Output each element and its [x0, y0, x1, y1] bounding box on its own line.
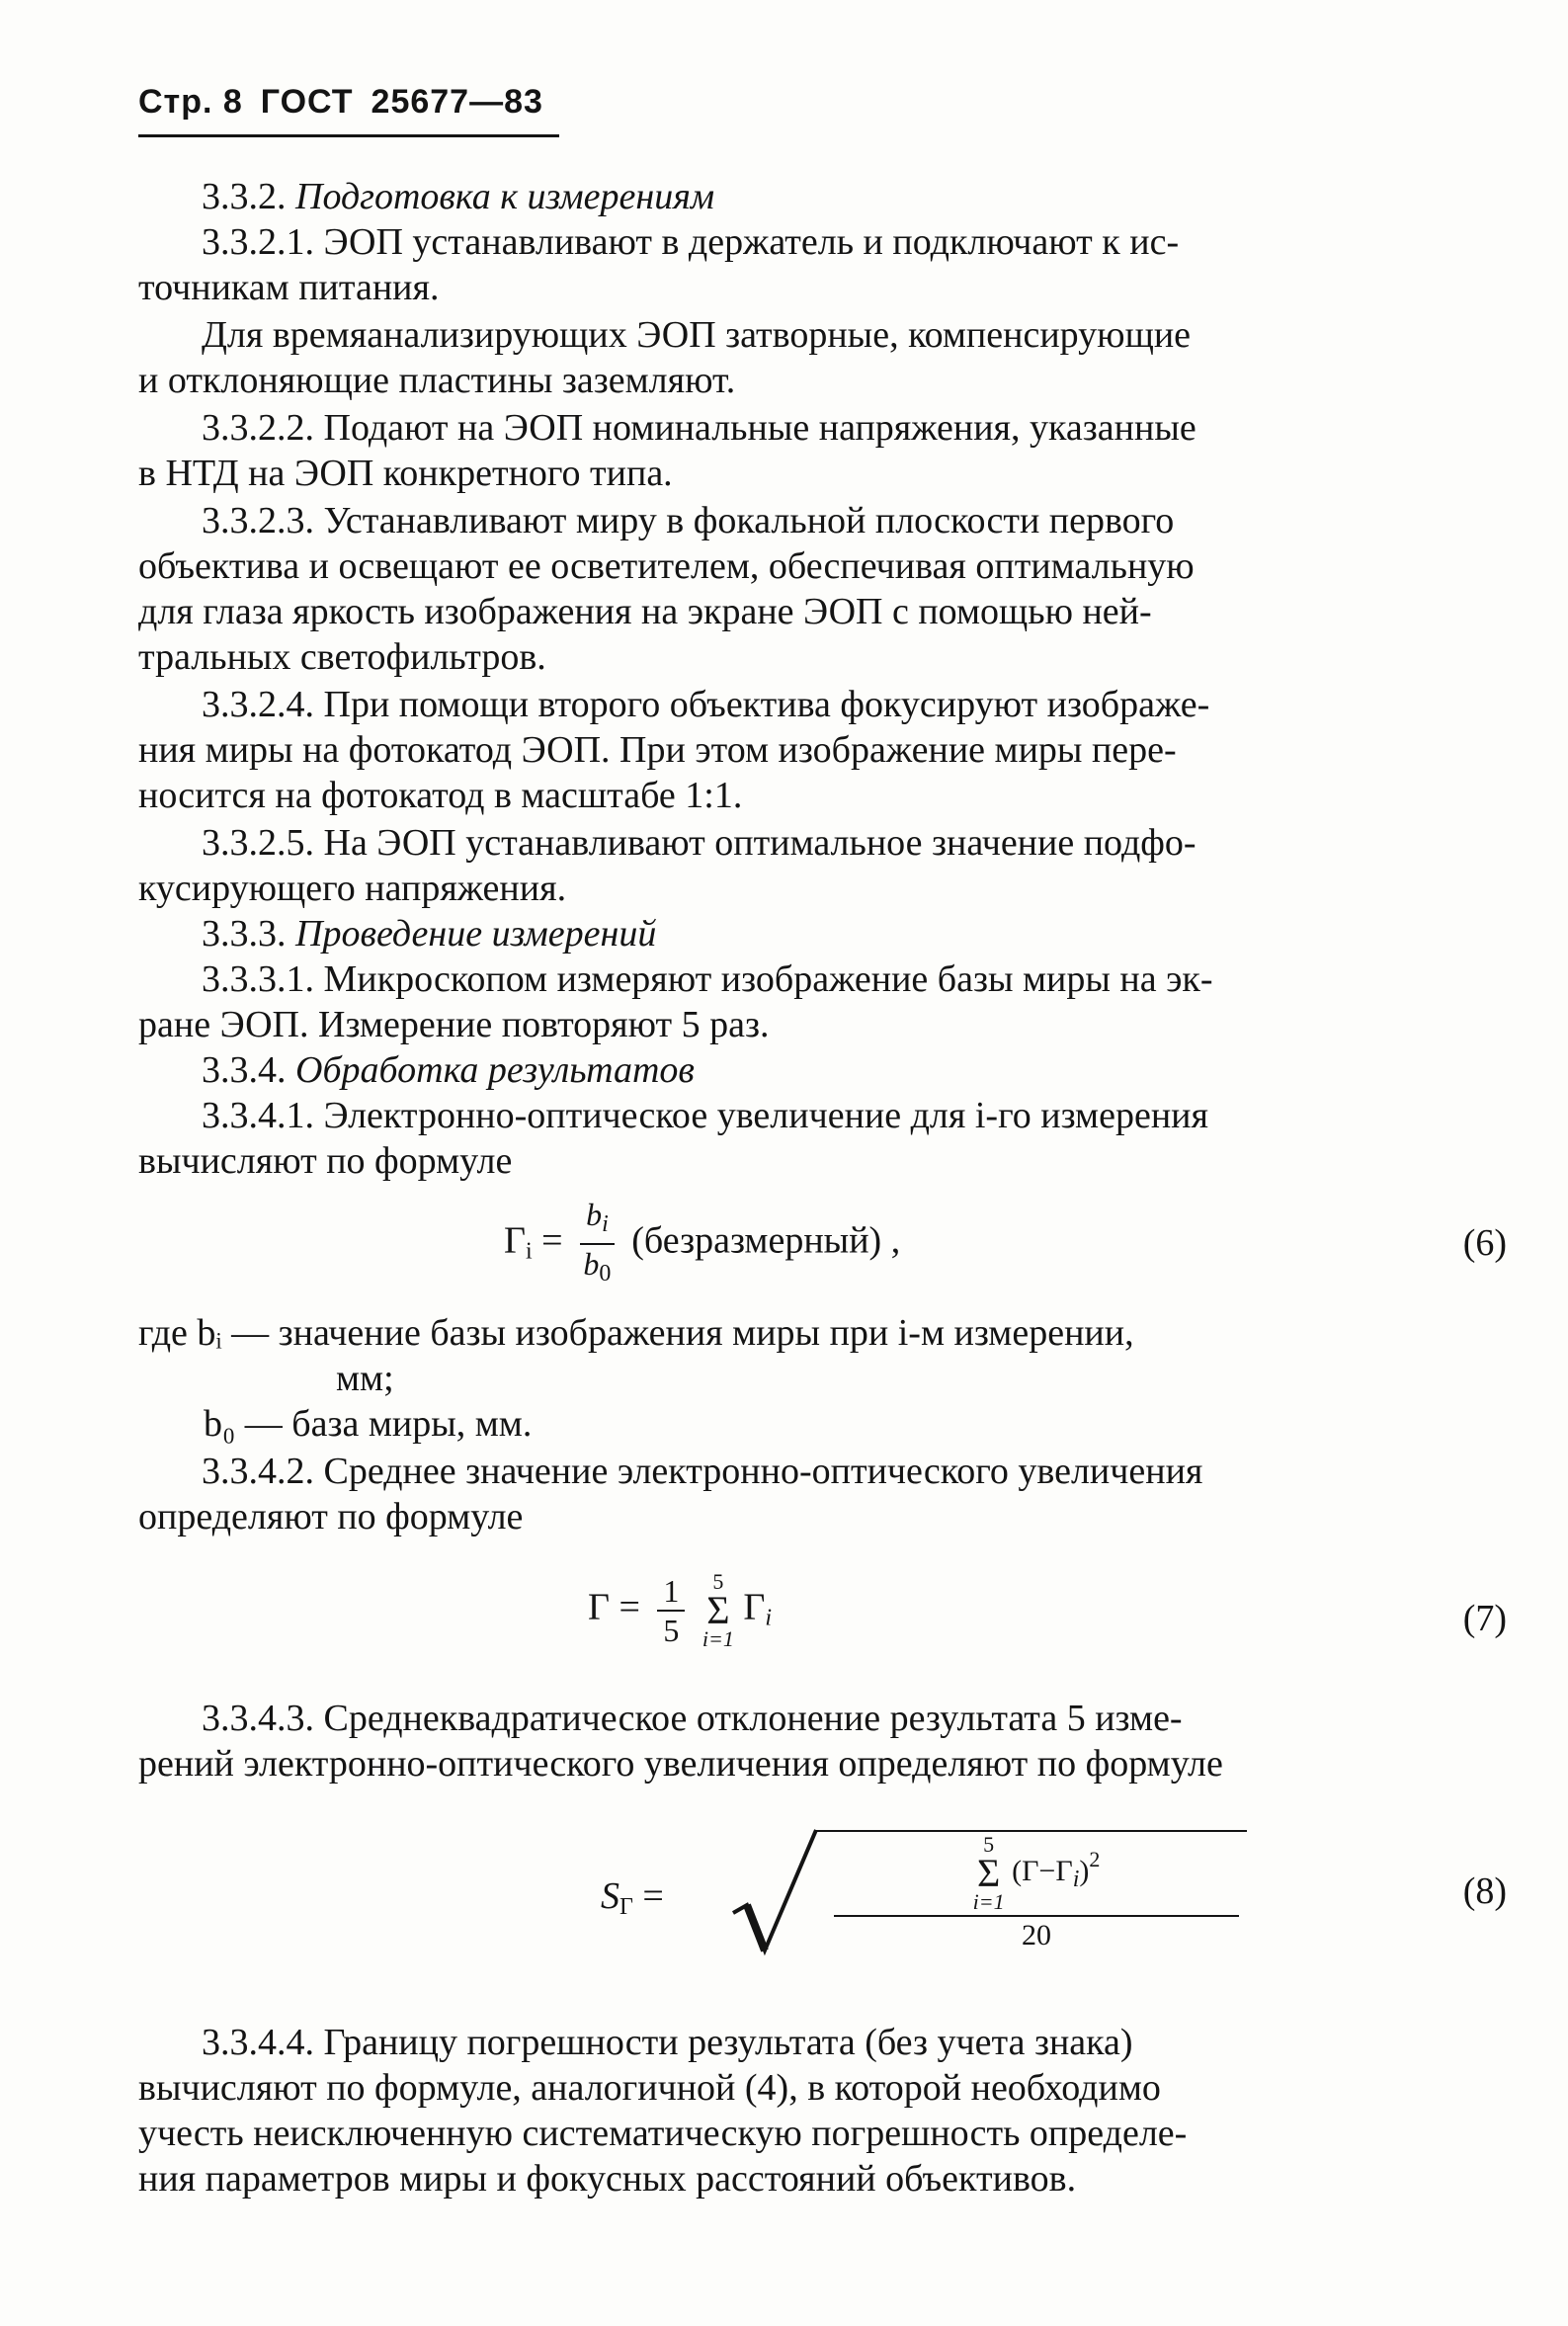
- where-clause-b-i: где bᵢ — значение базы изображения миры при i-м измерении,: [138, 1312, 1134, 1354]
- formula-8-denominator: 20: [1022, 1919, 1051, 1952]
- page-number: Стр. 8: [138, 83, 243, 121]
- paragraph-3-3-4-4-cont-1: вычисляют по формуле, аналогичной (4), в которой необходимо: [138, 2067, 1161, 2109]
- square-root-sign: [729, 1818, 828, 1956]
- paragraph-3-3-2-1-cont: точникам питания.: [138, 267, 440, 308]
- formula-7-fraction: $\frac{1}{5}$: [657, 1574, 685, 1647]
- paragraph-3-3-4-2-cont: определяют по формуле: [138, 1496, 524, 1537]
- paragraph-3-3-4-4-cont-2: учесть неисключенную систематическую погрешность определе-: [138, 2113, 1188, 2154]
- paragraph-3-3-2-5: 3.3.2.5. На ЭОП устанавливают оптимальное значение подфо-: [202, 822, 1197, 864]
- paragraph-3-3-2-3-cont-2: для глаза яркость изображения на экране ЭОП с помощью ней-: [138, 591, 1152, 632]
- formula-7-number: (7): [1462, 1598, 1507, 1639]
- where-clause-b-0: b₀ — база миры, мм.: [204, 1403, 533, 1445]
- paragraph-3-3-2-3-cont-1: объектива и освещают ее осветителем, обеспечивая оптимальную: [138, 545, 1195, 587]
- formula-8-sum: 5 Σ i=1: [972, 1832, 1005, 1914]
- formula-8-lhs: $S_\Gamma$ =: [601, 1875, 664, 1920]
- formula-6: $\Gamma_i$ = $\frac{b_i}{b_0}$ (безразмерный) ,: [504, 1198, 900, 1290]
- paragraph-3-3-2-4: 3.3.2.4. При помощи второго объектива фокусируют изображе-: [202, 684, 1210, 725]
- radical-bar: [814, 1830, 1247, 1832]
- formula-7-sum: 5 Σ i=1: [701, 1569, 734, 1651]
- formula-6-fraction: $\frac{b_i}{b_0}$: [580, 1198, 615, 1290]
- section-heading-3-3-3: 3.3.3. Проведение измерений: [202, 913, 657, 955]
- paragraph-3-3-2-3-cont-3: тральных светофильтров.: [138, 636, 546, 678]
- section-heading-3-3-4: 3.3.4. Обработка результатов: [202, 1049, 695, 1091]
- formula-6-eq: =: [541, 1219, 563, 1262]
- section-heading-3-3-2: 3.3.2. Подготовка к измерениям: [202, 176, 715, 217]
- standard-number: 25677—83: [371, 83, 543, 121]
- where-clause-unit: мм;: [336, 1358, 394, 1399]
- paragraph-3-3-4-1-cont: вычисляют по формуле: [138, 1140, 513, 1182]
- formula-8-number: (8): [1462, 1870, 1507, 1912]
- paragraph-time-analyzing-cont: и отклоняющие пластины заземляют.: [138, 360, 736, 401]
- formula-7: Γ = $\frac{1}{5}$ 5 Σ i=1 $\Gamma_i$: [588, 1569, 773, 1651]
- paragraph-3-3-2-4-cont-2: носится на фотокатод в масштабе 1:1.: [138, 775, 743, 816]
- paragraph-3-3-2-2-cont: в НТД на ЭОП конкретного типа.: [138, 453, 673, 494]
- formula-6-note: (безразмерный) ,: [631, 1219, 901, 1262]
- header-rule: [138, 134, 559, 137]
- paragraph-3-3-4-2: 3.3.4.2. Среднее значение электронно-оптического увеличения: [202, 1451, 1203, 1492]
- paragraph-3-3-2-4-cont-1: ния миры на фотокатод ЭОП. При этом изображение миры пере-: [138, 729, 1177, 771]
- paragraph-3-3-2-1: 3.3.2.1. ЭОП устанавливают в держатель и подключают к ис-: [202, 221, 1180, 263]
- formula-7-lhs: Γ: [588, 1586, 610, 1628]
- paragraph-3-3-4-4: 3.3.4.4. Границу погрешности результата (без учета знака): [202, 2022, 1133, 2063]
- paragraph-3-3-4-4-cont-3: ния параметров миры и фокусных расстояний объективов.: [138, 2158, 1077, 2200]
- paragraph-3-3-4-1: 3.3.4.1. Электронно-оптическое увеличение для i-го измерения: [202, 1095, 1208, 1136]
- page-header: [138, 83, 543, 122]
- paragraph-3-3-2-5-cont: кусирующего напряжения.: [138, 868, 567, 909]
- paragraph-3-3-4-3: 3.3.4.3. Среднеквадратическое отклонение результата 5 изме-: [202, 1698, 1183, 1739]
- paragraph-3-3-3-1-cont: ране ЭОП. Измерение повторяют 5 раз.: [138, 1004, 770, 1045]
- formula-6-number: (6): [1462, 1222, 1507, 1264]
- paragraph-3-3-4-3-cont: рений электронно-оптического увеличения определяют по формуле: [138, 1743, 1223, 1785]
- formula-8-fraction: 5 Σ i=1 $(\Gamma-\Gamma_i)^2$ 20: [834, 1834, 1239, 1954]
- standard-label: ГОСТ: [260, 83, 354, 121]
- paragraph-3-3-3-1: 3.3.3.1. Микроскопом измеряют изображение базы миры на эк-: [202, 958, 1213, 1000]
- formula-7-eq: =: [619, 1586, 640, 1628]
- paragraph-time-analyzing: Для времяанализирующих ЭОП затворные, компенсирующие: [202, 314, 1192, 356]
- paragraph-3-3-2-2: 3.3.2.2. Подают на ЭОП номинальные напряжения, указанные: [202, 407, 1197, 449]
- formula-6-lhs: Γ: [504, 1219, 526, 1262]
- paragraph-3-3-2-3: 3.3.2.3. Устанавливают миру в фокальной плоскости первого: [202, 500, 1175, 541]
